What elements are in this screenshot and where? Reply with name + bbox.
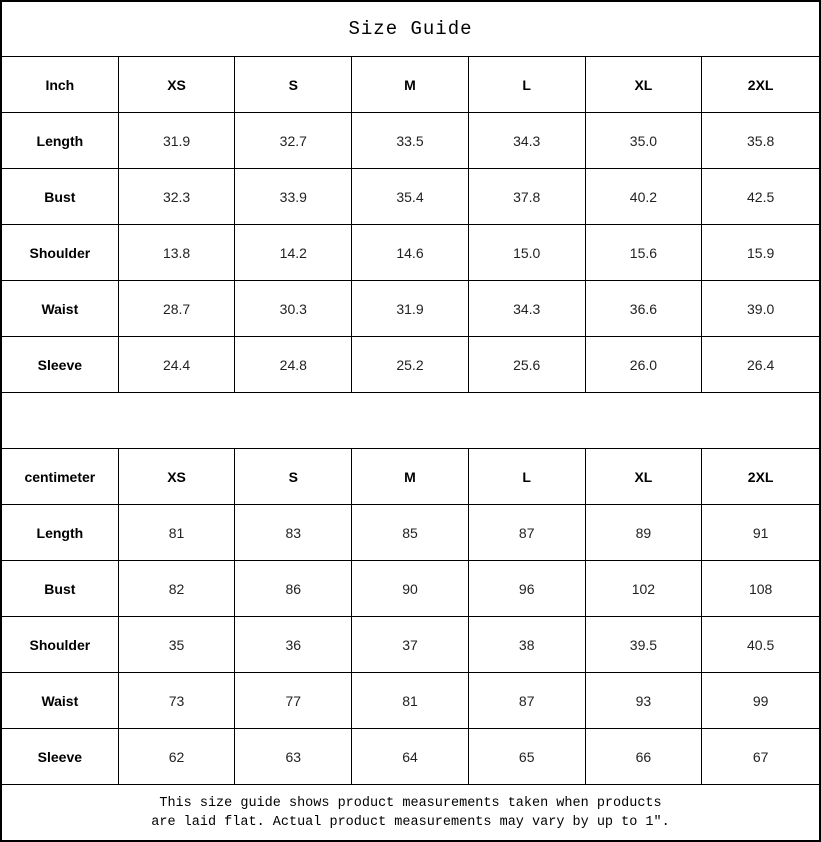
value-cell: 32.3 bbox=[119, 169, 236, 225]
measurement-label-cell: Waist bbox=[2, 281, 119, 337]
size-header-cell: 2XL bbox=[702, 449, 819, 505]
value-cell: 36.6 bbox=[586, 281, 703, 337]
value-cell: 13.8 bbox=[119, 225, 236, 281]
measurement-label-cell: Sleeve bbox=[2, 729, 119, 785]
value-cell: 24.4 bbox=[119, 337, 236, 393]
inch-table bbox=[2, 57, 819, 393]
note-line-2: are laid flat. Actual product measurements may vary by up to 1″. bbox=[151, 814, 670, 830]
value-cell: 82 bbox=[119, 561, 236, 617]
value-cell: 73 bbox=[119, 673, 236, 729]
value-cell: 93 bbox=[586, 673, 703, 729]
value-cell: 35 bbox=[119, 617, 236, 673]
size-header-cell: 2XL bbox=[702, 57, 819, 113]
table-separator bbox=[2, 393, 819, 449]
value-cell: 34.3 bbox=[469, 281, 586, 337]
size-header-cell: L bbox=[469, 57, 586, 113]
unit-header-cell: Inch bbox=[2, 57, 119, 113]
size-header-cell: S bbox=[235, 449, 352, 505]
value-cell: 15.6 bbox=[586, 225, 703, 281]
value-cell: 35.0 bbox=[586, 113, 703, 169]
value-cell: 34.3 bbox=[469, 113, 586, 169]
measurement-label-cell: Waist bbox=[2, 673, 119, 729]
measurement-label-cell: Shoulder bbox=[2, 617, 119, 673]
value-cell: 81 bbox=[119, 505, 236, 561]
value-cell: 33.5 bbox=[352, 113, 469, 169]
size-header-cell: XL bbox=[586, 57, 703, 113]
value-cell: 26.4 bbox=[702, 337, 819, 393]
value-cell: 62 bbox=[119, 729, 236, 785]
size-header-cell: XS bbox=[119, 449, 236, 505]
value-cell: 15.0 bbox=[469, 225, 586, 281]
value-cell: 65 bbox=[469, 729, 586, 785]
value-cell: 64 bbox=[352, 729, 469, 785]
value-cell: 96 bbox=[469, 561, 586, 617]
value-cell: 67 bbox=[702, 729, 819, 785]
value-cell: 38 bbox=[469, 617, 586, 673]
measurement-label-cell: Sleeve bbox=[2, 337, 119, 393]
centimeter-table bbox=[2, 449, 819, 785]
value-cell: 91 bbox=[702, 505, 819, 561]
value-cell: 14.2 bbox=[235, 225, 352, 281]
value-cell: 32.7 bbox=[235, 113, 352, 169]
measurement-label-cell: Bust bbox=[2, 561, 119, 617]
size-guide-note bbox=[2, 785, 819, 840]
value-cell: 108 bbox=[702, 561, 819, 617]
value-cell: 90 bbox=[352, 561, 469, 617]
value-cell: 86 bbox=[235, 561, 352, 617]
value-cell: 39.0 bbox=[702, 281, 819, 337]
size-header-cell: L bbox=[469, 449, 586, 505]
measurement-label-cell: Shoulder bbox=[2, 225, 119, 281]
value-cell: 99 bbox=[702, 673, 819, 729]
value-cell: 102 bbox=[586, 561, 703, 617]
value-cell: 35.4 bbox=[352, 169, 469, 225]
value-cell: 33.9 bbox=[235, 169, 352, 225]
value-cell: 15.9 bbox=[702, 225, 819, 281]
value-cell: 35.8 bbox=[702, 113, 819, 169]
value-cell: 66 bbox=[586, 729, 703, 785]
value-cell: 31.9 bbox=[352, 281, 469, 337]
size-header-cell: XS bbox=[119, 57, 236, 113]
value-cell: 14.6 bbox=[352, 225, 469, 281]
size-header-cell: S bbox=[235, 57, 352, 113]
value-cell: 28.7 bbox=[119, 281, 236, 337]
value-cell: 87 bbox=[469, 673, 586, 729]
value-cell: 37 bbox=[352, 617, 469, 673]
size-header-cell: XL bbox=[586, 449, 703, 505]
value-cell: 36 bbox=[235, 617, 352, 673]
value-cell: 25.6 bbox=[469, 337, 586, 393]
value-cell: 37.8 bbox=[469, 169, 586, 225]
measurement-label-cell: Length bbox=[2, 113, 119, 169]
value-cell: 83 bbox=[235, 505, 352, 561]
value-cell: 77 bbox=[235, 673, 352, 729]
size-header-cell: M bbox=[352, 57, 469, 113]
unit-header-cell: centimeter bbox=[2, 449, 119, 505]
value-cell: 25.2 bbox=[352, 337, 469, 393]
measurement-label-cell: Length bbox=[2, 505, 119, 561]
size-guide-title: Size Guide bbox=[2, 2, 819, 57]
value-cell: 87 bbox=[469, 505, 586, 561]
value-cell: 31.9 bbox=[119, 113, 236, 169]
value-cell: 40.5 bbox=[702, 617, 819, 673]
value-cell: 30.3 bbox=[235, 281, 352, 337]
note-line-1: This size guide shows product measurements taken when products bbox=[159, 795, 662, 811]
value-cell: 40.2 bbox=[586, 169, 703, 225]
value-cell: 24.8 bbox=[235, 337, 352, 393]
value-cell: 39.5 bbox=[586, 617, 703, 673]
size-header-cell: M bbox=[352, 449, 469, 505]
value-cell: 85 bbox=[352, 505, 469, 561]
value-cell: 63 bbox=[235, 729, 352, 785]
value-cell: 26.0 bbox=[586, 337, 703, 393]
measurement-label-cell: Bust bbox=[2, 169, 119, 225]
value-cell: 42.5 bbox=[702, 169, 819, 225]
value-cell: 81 bbox=[352, 673, 469, 729]
value-cell: 89 bbox=[586, 505, 703, 561]
